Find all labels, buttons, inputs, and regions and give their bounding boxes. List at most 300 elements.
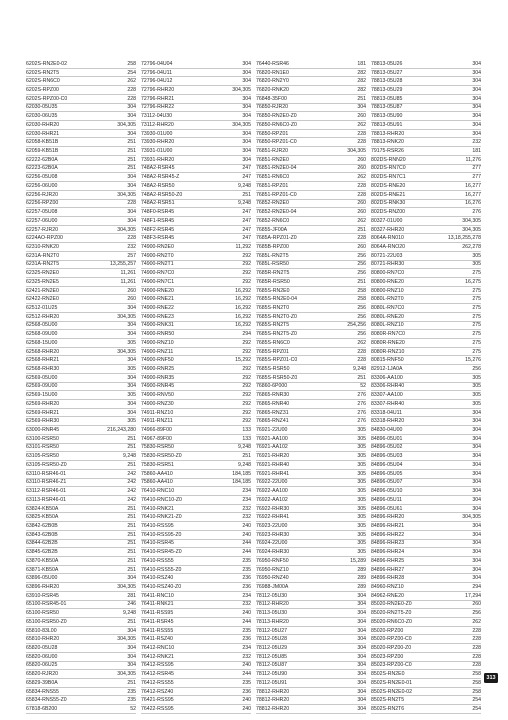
page-reference: 292 xyxy=(242,392,251,399)
page-reference: 235 xyxy=(127,697,136,704)
index-row xyxy=(256,287,366,296)
page-reference: 292 xyxy=(242,339,251,346)
part-number: 65810-RHR20 xyxy=(26,636,60,643)
page-reference: 289 xyxy=(357,575,366,582)
part-number: 84896-RHR28 xyxy=(371,575,405,582)
page-reference: 304 xyxy=(357,610,366,617)
page-reference: 251 xyxy=(357,226,366,233)
page-reference: 251 xyxy=(127,444,136,451)
page-reference: 292 xyxy=(242,374,251,381)
page-reference: 251 xyxy=(127,679,136,686)
page-reference: 232 xyxy=(127,243,136,250)
part-number: 85020-RN6C0-Z0 xyxy=(371,618,412,625)
index-row xyxy=(256,173,366,182)
part-number: 6231A-RN2T0 xyxy=(26,252,60,259)
page-reference: 262 xyxy=(357,121,366,128)
index-row xyxy=(256,383,366,392)
page-reference: 260 xyxy=(357,156,366,163)
page-reference: 184,185 xyxy=(232,479,251,486)
index-row xyxy=(26,261,136,270)
index-row xyxy=(371,191,481,200)
part-number: 74900-RN2T0 xyxy=(141,252,174,259)
part-number: 76922-AA100 xyxy=(256,488,288,495)
page-reference: 305 xyxy=(127,366,136,373)
page-reference: 304,305 xyxy=(347,148,366,155)
page-reference: 304,305 xyxy=(462,514,481,521)
part-number: 7685S-RN6C0 xyxy=(256,339,290,346)
part-number: 8080L-RN7C0 xyxy=(371,304,405,311)
index-row xyxy=(256,635,366,644)
index-row xyxy=(256,138,366,147)
part-number: 76410-RNK21 xyxy=(141,505,174,512)
page-reference: 305 xyxy=(357,549,366,556)
part-number: 74900-RNR50 xyxy=(141,331,175,338)
index-row xyxy=(141,304,251,313)
index-row xyxy=(371,252,481,261)
page-reference: 304 xyxy=(472,69,481,76)
index-row xyxy=(256,540,366,549)
part-number: 7685B-RPZ00 xyxy=(256,243,289,250)
part-number: 74900-RNE20 xyxy=(141,287,174,294)
page-reference: 292 xyxy=(242,418,251,425)
index-row xyxy=(26,548,136,557)
index-row xyxy=(26,304,136,313)
index-row xyxy=(26,217,136,226)
index-row xyxy=(26,173,136,182)
page-reference: 256 xyxy=(472,366,481,373)
page-reference: 304 xyxy=(357,679,366,686)
part-number: 748A2-RSR50 xyxy=(141,182,175,189)
index-row xyxy=(26,339,136,348)
index-row xyxy=(256,60,366,69)
part-number: 76421-RSS95 xyxy=(141,697,174,704)
index-row xyxy=(256,330,366,339)
part-number: 76410-RSZ40 xyxy=(141,575,174,582)
index-row xyxy=(26,470,136,479)
index-row xyxy=(26,679,136,688)
page-reference: 304 xyxy=(472,87,481,94)
page-reference: 256 xyxy=(357,270,366,277)
index-row xyxy=(371,426,481,435)
part-number: 63105-RSR50 xyxy=(26,453,59,460)
page-reference: 251 xyxy=(242,453,251,460)
index-row xyxy=(371,226,481,235)
index-row xyxy=(256,696,366,705)
page-reference: 304 xyxy=(472,557,481,564)
part-number: 76923-22U00 xyxy=(256,522,288,529)
page-reference: 304 xyxy=(357,671,366,678)
page-reference: 304,305 xyxy=(117,191,136,198)
part-number: 78813-RNK20 xyxy=(371,139,404,146)
page-reference: 304 xyxy=(472,549,481,556)
part-number: 84896-RHR22 xyxy=(371,531,405,538)
page-reference: 305 xyxy=(357,444,366,451)
index-row xyxy=(26,104,136,113)
part-number: 63000-RNR45 xyxy=(26,427,60,434)
part-number: 62030-RHR20 xyxy=(26,121,60,128)
index-row xyxy=(26,574,136,583)
part-number: 80800-RN7C0 xyxy=(371,270,405,277)
page-reference: 228 xyxy=(127,87,136,94)
page-reference: 305 xyxy=(357,514,366,521)
part-number: 85020-RN2E0-Z0 xyxy=(371,601,412,608)
index-row xyxy=(371,679,481,688)
index-row xyxy=(26,383,136,392)
page-reference: 305 xyxy=(127,392,136,399)
part-number: 76412-RSZ40 xyxy=(141,688,174,695)
page-reference: 275 xyxy=(472,270,481,277)
part-number: 76411-RNC10 xyxy=(141,592,174,599)
page-reference: 304 xyxy=(357,104,366,111)
index-row xyxy=(141,627,251,636)
part-number: 76922-AA102 xyxy=(256,496,288,503)
index-row xyxy=(256,104,366,113)
page-reference: 276 xyxy=(357,409,366,416)
index-row xyxy=(371,60,481,69)
index-row xyxy=(141,513,251,522)
page-reference: 258 xyxy=(472,679,481,686)
index-row xyxy=(141,548,251,557)
index-row xyxy=(26,618,136,627)
index-row xyxy=(256,365,366,374)
page-reference: 228 xyxy=(357,139,366,146)
page-reference: 16,292 xyxy=(235,296,251,303)
index-row xyxy=(256,670,366,679)
part-number: 62030-RHR21 xyxy=(26,130,60,137)
page-reference: 228 xyxy=(472,662,481,669)
page-reference: 244 xyxy=(242,618,251,625)
part-number: 76410-RSS95-Z0 xyxy=(141,531,182,538)
page-reference: 304 xyxy=(472,540,481,547)
part-number: 84896-05U07 xyxy=(371,479,403,486)
index-row xyxy=(256,627,366,636)
part-number: 65100-RSR50 xyxy=(26,610,59,617)
index-row xyxy=(371,269,481,278)
index-row xyxy=(371,330,481,339)
page-reference: 304 xyxy=(472,505,481,512)
index-row xyxy=(256,200,366,209)
part-number: 62569-09U00 xyxy=(26,383,58,390)
page-reference: 304 xyxy=(242,95,251,102)
page-reference: 289 xyxy=(357,566,366,573)
part-number: 76851-RN2E0 xyxy=(256,156,289,163)
part-number: 74967-89F00 xyxy=(141,435,172,442)
part-number: 82912-1JA0A xyxy=(371,366,403,373)
part-number: 62568-09U00 xyxy=(26,331,58,338)
part-number: 76865-RNR30 xyxy=(256,392,290,399)
part-number: 72796-04U12 xyxy=(141,78,173,85)
part-number: 84896-RHR24 xyxy=(371,549,405,556)
index-row xyxy=(141,374,251,383)
index-row xyxy=(256,505,366,514)
page-reference: 304 xyxy=(357,697,366,704)
part-number: 63896-RHR20 xyxy=(26,583,60,590)
index-row xyxy=(26,417,136,426)
page-reference: 242 xyxy=(127,496,136,503)
page-reference: 11,261 xyxy=(120,270,136,277)
part-number: 8502S-RN2T6 xyxy=(371,706,405,713)
page-reference: 9,248 xyxy=(123,453,136,460)
page-reference: 262 xyxy=(357,217,366,224)
index-row xyxy=(371,121,481,130)
part-number: 76924-22U00 xyxy=(256,540,288,547)
page-reference: 304 xyxy=(472,104,481,111)
index-row xyxy=(141,444,251,453)
index-row xyxy=(141,635,251,644)
index-row xyxy=(371,705,481,714)
page-reference: 304 xyxy=(127,383,136,390)
part-number: 74900-RNV50 xyxy=(141,392,174,399)
part-number: 62569-RHR21 xyxy=(26,409,60,416)
part-number: 84896-RHR20 xyxy=(371,514,405,521)
page-reference: 234 xyxy=(242,645,251,652)
part-number: 76440-RSR46 xyxy=(256,60,289,67)
part-number: 80800-RNZ10 xyxy=(371,287,404,294)
part-number: 75830-RSR50-Z0 xyxy=(141,453,182,460)
part-number: 78112-05U28 xyxy=(256,636,288,643)
page-reference: 304 xyxy=(472,130,481,137)
index-row xyxy=(141,531,251,540)
part-number: 7685S-RN2E0-04 xyxy=(256,296,297,303)
page-reference: 16,292 xyxy=(235,287,251,294)
part-number: 7685A-RPZ01-Z0 xyxy=(256,235,297,242)
index-row xyxy=(26,391,136,400)
page-reference: 181 xyxy=(472,148,481,155)
page-reference: 304,305 xyxy=(462,217,481,224)
part-number: 76921-RHR41 xyxy=(256,470,290,477)
index-row xyxy=(371,112,481,121)
index-row xyxy=(256,252,366,261)
part-number: 76851-RPZ01 xyxy=(256,182,289,189)
part-number: 8502S-RN2E0-01 xyxy=(371,679,412,686)
part-number: 75860-AA410 xyxy=(141,470,173,477)
part-number: 84896-05U02 xyxy=(371,444,403,451)
index-row xyxy=(141,461,251,470)
page-reference: 260 xyxy=(127,287,136,294)
part-number: 62256-RPZ00 xyxy=(26,200,59,207)
page-reference: 281 xyxy=(127,592,136,599)
page-reference: 305 xyxy=(472,400,481,407)
index-row xyxy=(26,566,136,575)
part-number: 63110-RSR46-01 xyxy=(26,470,66,477)
index-row xyxy=(26,461,136,470)
page-reference: 251 xyxy=(127,156,136,163)
page-reference: 304 xyxy=(127,653,136,660)
part-number: 7685L-RN2T5 xyxy=(256,252,289,259)
index-row xyxy=(141,69,251,78)
index-row xyxy=(256,522,366,531)
part-number: 8502S-RN2E0-02 xyxy=(371,688,412,695)
part-number: 76921-22U00 xyxy=(256,427,288,434)
index-row xyxy=(141,322,251,331)
index-row xyxy=(141,147,251,156)
page-reference: 9,248 xyxy=(238,182,251,189)
part-number: 62568-RHR30 xyxy=(26,366,60,373)
part-number: 76988-JM00A xyxy=(256,583,289,590)
index-row xyxy=(371,391,481,400)
index-row xyxy=(141,121,251,130)
index-row xyxy=(141,383,251,392)
index-row xyxy=(256,653,366,662)
page-reference: 305 xyxy=(357,427,366,434)
part-number: 62030-06U35 xyxy=(26,113,58,120)
part-number: 74911-RNZ10 xyxy=(141,409,174,416)
part-number: 8064A-RN010 xyxy=(371,235,404,242)
index-row xyxy=(256,470,366,479)
part-number: 76851-RJR20 xyxy=(256,148,289,155)
page-reference: 276 xyxy=(357,418,366,425)
page-reference: 292 xyxy=(242,278,251,285)
part-number: 62256-06U00 xyxy=(26,182,58,189)
part-number: 62512-RHR20 xyxy=(26,313,60,320)
page-reference: 235 xyxy=(127,688,136,695)
page-reference: 305 xyxy=(357,453,366,460)
index-row xyxy=(371,348,481,357)
index-row xyxy=(26,165,136,174)
part-number: 76412-RNC10 xyxy=(141,645,175,652)
part-number: 748F3-RSR45 xyxy=(141,235,175,242)
part-number: 6202S-RN6C0 xyxy=(26,78,60,85)
index-row xyxy=(141,60,251,69)
page-reference: 304 xyxy=(357,653,366,660)
index-row xyxy=(26,540,136,549)
page-reference: 251 xyxy=(357,95,366,102)
page-reference: 305 xyxy=(357,470,366,477)
part-number: 802DS-RNE21 xyxy=(371,191,406,198)
page-reference: 247 xyxy=(242,217,251,224)
index-row xyxy=(26,356,136,365)
page-reference: 236 xyxy=(242,583,251,590)
page-reference: 234 xyxy=(242,488,251,495)
part-number: 802DS-RN7C0 xyxy=(371,165,406,172)
part-number: 76412-RNK21 xyxy=(141,653,174,660)
part-number: 84830-04U00 xyxy=(371,427,403,434)
part-number: 79175-RSR26 xyxy=(371,148,404,155)
index-row xyxy=(26,95,136,104)
page-reference: 9,248 xyxy=(238,444,251,451)
page-reference: 251 xyxy=(127,557,136,564)
index-row xyxy=(141,365,251,374)
part-number: 76921-AA102 xyxy=(256,444,288,451)
index-row xyxy=(26,200,136,209)
index-row xyxy=(371,435,481,444)
page-reference: 304 xyxy=(357,627,366,634)
index-row xyxy=(371,496,481,505)
index-row xyxy=(141,487,251,496)
part-number: 76410-RSS55 xyxy=(141,557,174,564)
index-row xyxy=(371,609,481,618)
page-reference: 304 xyxy=(357,592,366,599)
part-number: 84896-RHR25 xyxy=(371,557,405,564)
part-number: 80815-RNF50 xyxy=(371,357,404,364)
index-row xyxy=(26,182,136,191)
index-row xyxy=(371,601,481,610)
part-number: 76860-6P000 xyxy=(256,383,288,390)
page-reference: 13,255,257 xyxy=(110,261,136,268)
index-column xyxy=(371,60,481,714)
part-number: 62256-RJR20 xyxy=(26,191,59,198)
part-number: 78813-05U29 xyxy=(371,87,403,94)
index-row xyxy=(371,217,481,226)
index-row xyxy=(141,688,251,697)
part-number: 76865-RNZ31 xyxy=(256,409,289,416)
page-reference: 184,185 xyxy=(232,470,251,477)
part-number: 76820-RNK20 xyxy=(256,87,289,94)
index-row xyxy=(371,487,481,496)
index-row xyxy=(141,583,251,592)
part-number: 76411-RSS55 xyxy=(141,627,174,634)
page-reference: 304 xyxy=(127,174,136,181)
page-reference: 304 xyxy=(472,409,481,416)
index-row xyxy=(371,138,481,147)
part-number: 802DS-RNE20 xyxy=(371,182,406,189)
page-reference: 235 xyxy=(242,557,251,564)
part-number: 76410-RNC10-Z0 xyxy=(141,496,182,503)
index-row xyxy=(141,234,251,243)
page-reference: 236 xyxy=(242,636,251,643)
index-row xyxy=(26,601,136,610)
part-number: 76848-35F00 xyxy=(256,95,287,102)
part-number: 76950-RNZ10 xyxy=(256,566,289,573)
index-column xyxy=(141,60,251,714)
part-number: 74900-RN2T1 xyxy=(141,261,174,268)
index-row xyxy=(141,670,251,679)
index-row xyxy=(141,496,251,505)
part-number: 76412-RSR45 xyxy=(141,671,174,678)
index-row xyxy=(256,548,366,557)
index-row xyxy=(371,147,481,156)
page-reference: 305 xyxy=(472,383,481,390)
page-reference: 15,292 xyxy=(235,357,251,364)
part-number: 74900-RNE21 xyxy=(141,296,174,303)
part-number: 84960-RNZ10 xyxy=(371,583,404,590)
part-number: 78112-05U27 xyxy=(256,627,288,634)
part-number: 748A2-RSR45 xyxy=(141,165,175,172)
page-reference: 247 xyxy=(242,165,251,172)
page-reference: 304 xyxy=(472,479,481,486)
index-row xyxy=(256,444,366,453)
page-reference: 260 xyxy=(357,200,366,207)
index-row xyxy=(371,95,481,104)
part-number: 76852-RN6C0 xyxy=(256,217,290,224)
page-reference: 16,277 xyxy=(465,182,481,189)
page-reference: 258 xyxy=(472,688,481,695)
page-reference: 304 xyxy=(127,575,136,582)
index-row xyxy=(141,479,251,488)
index-row xyxy=(256,374,366,383)
page-reference: 9,248 xyxy=(238,461,251,468)
part-number: 63100-RSR50 xyxy=(26,435,59,442)
index-row xyxy=(141,226,251,235)
part-number: 62325-RN2E5 xyxy=(26,278,59,285)
part-number: 74900-RN2E0 xyxy=(141,243,174,250)
page-reference: 262 xyxy=(357,339,366,346)
page-reference: 304 xyxy=(357,645,366,652)
index-row xyxy=(256,191,366,200)
part-number: 62310-RNK20 xyxy=(26,243,59,250)
index-row xyxy=(256,86,366,95)
part-number: 76411-RSS95 xyxy=(141,610,174,617)
part-number: 62257-05U08 xyxy=(26,209,58,216)
page-reference: 304 xyxy=(357,601,366,608)
page-reference: 277 xyxy=(472,165,481,172)
part-number: 73930-01U00 xyxy=(141,130,173,137)
index-row xyxy=(26,557,136,566)
index-row xyxy=(371,479,481,488)
index-row xyxy=(371,365,481,374)
index-row xyxy=(371,522,481,531)
index-row xyxy=(26,705,136,714)
